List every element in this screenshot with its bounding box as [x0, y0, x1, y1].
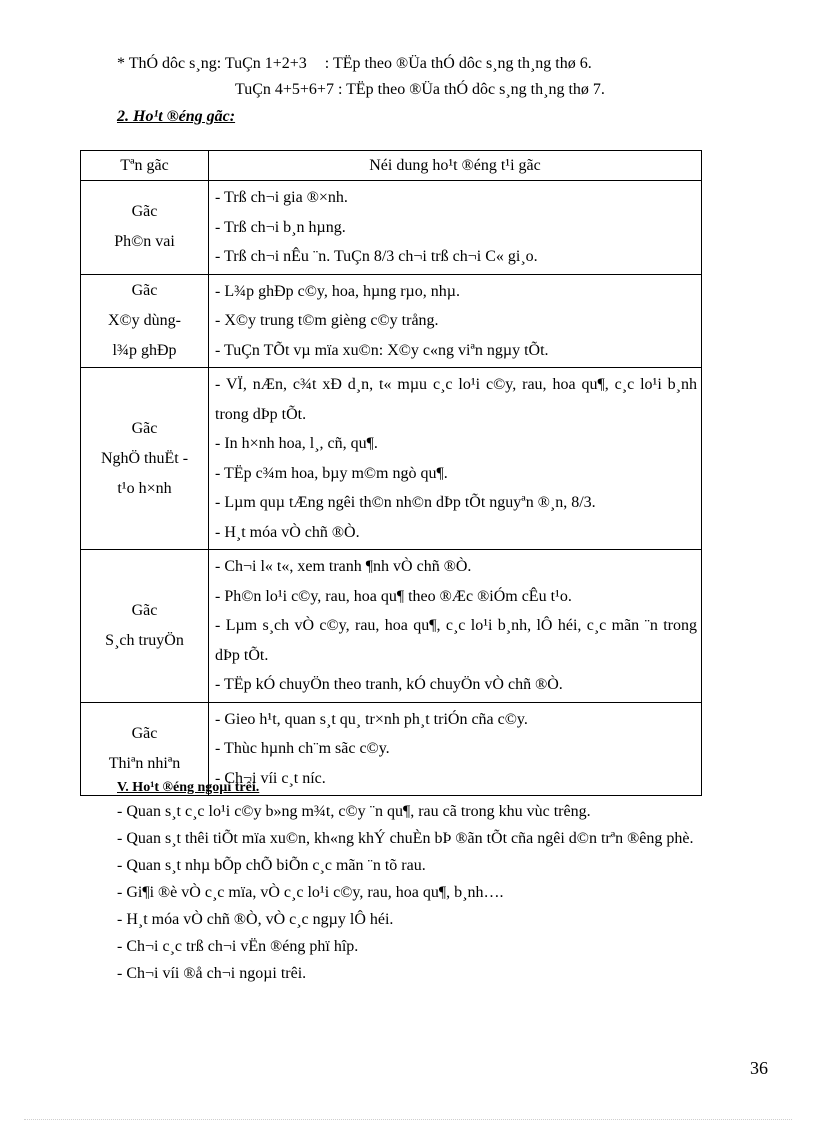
corner-name-line: Ph©n vai — [114, 233, 175, 251]
content-item: - Lµm s¸ch vÒ c©y, rau, hoa qu¶, c¸c lo¹i b¸nh, lÔ héi, c¸c mãn ¨n trong dÞp tÕt. — [215, 617, 697, 664]
table-row — [81, 274, 702, 368]
table-row — [81, 368, 702, 550]
content-item: - Ph©n lo¹i c©y, rau, hoa qu¶ theo ®Æc ®iÓm cÊu t¹o. — [215, 587, 572, 605]
schedule-exercise-6: : TËp theo ®Üa thÓ dôc s¸ng th¸ng thø 6. — [324, 55, 592, 72]
section-5-title: V. Ho¹t ®éng ngoµi trêi. — [117, 780, 260, 795]
content-item: - Lµm quµ tÆng ngêi th©n nh©n dÞp tÕt nguyªn ®¸n, 8/3. — [215, 494, 596, 511]
content-item: - Trß ch¬i b¸n hµng. — [215, 218, 346, 236]
schedule-line-1 — [117, 54, 592, 74]
outdoor-paragraph: - Ch¬i víi ®å ch¬i ngoµi trêi. — [117, 965, 307, 982]
outdoor-activities — [80, 798, 768, 987]
activity-corners-table — [80, 150, 702, 796]
page-bottom-divider — [24, 1119, 792, 1120]
corner-name-cell — [81, 274, 209, 368]
outdoor-paragraph: - Quan s¸t nhµ bÕp chÕ biÕn c¸c mãn ¨n tõ rau. — [117, 857, 426, 874]
content-item: - X©y trung t©m gièng c©y trång. — [215, 312, 439, 329]
outdoor-paragraph: - Quan s¸t thêi tiÕt mïa xu©n, kh«ng khÝ chuÈn bÞ ®ãn tÕt cña ngêi d©n trªn ®êng phè. — [117, 830, 694, 847]
content-item: - Trß ch¬i nÊu ¨n. TuÇn 8/3 ch¬i trß ch¬i C« gi¸o. — [215, 248, 538, 265]
schedule-weeks-1-3: * ThÓ dôc s¸ng: TuÇn 1+2+3 — [117, 55, 307, 72]
table-row — [81, 550, 702, 703]
corner-name-line: Gãc — [131, 601, 158, 619]
corner-content-cell — [209, 550, 702, 703]
outdoor-paragraph: - H¸t móa vÒ chñ ®Ò, vÒ c¸c ngµy lÔ héi. — [117, 911, 394, 928]
corner-name-line: X©y dùng- — [107, 311, 182, 329]
page-number: 36 — [750, 1058, 768, 1078]
corner-name-line: Gãc — [131, 203, 158, 221]
corner-content-cell — [209, 274, 702, 368]
content-item: - Gieo h¹t, quan s¸t qu¸ tr×nh ph¸t triÓn cña c©y. — [215, 710, 528, 728]
content-item: - Ch¬i víi c¸t níc. — [215, 769, 326, 787]
content-item: - Trß ch¬i gia ®×nh. — [215, 189, 348, 206]
content-item: - In h×nh hoa, l¸, cñ, qu¶. — [215, 435, 378, 452]
outdoor-paragraph: - Gi¶i ®è vÒ c¸c mïa, vÒ c¸c lo¹i c©y, rau, hoa qu¶, b¸nh…. — [117, 884, 504, 901]
column-header-corner-name: Tªn gãc — [81, 151, 209, 181]
corner-name-line: Thiªn nhiªn — [108, 754, 181, 772]
corner-name-cell — [81, 181, 209, 275]
corner-name-line: Gãc — [131, 281, 158, 299]
content-item: - Thùc hµnh ch¨m sãc c©y. — [215, 740, 390, 757]
corner-name-line: l¾p ghÐp — [112, 341, 177, 359]
column-header-content: Néi dung ho¹t ®éng t¹i gãc — [209, 151, 702, 181]
corner-content-cell — [209, 181, 702, 275]
content-item: - L¾p ghÐp c©y, hoa, hµng rµo, nhµ. — [215, 282, 460, 300]
outdoor-paragraph: - Quan s¸t c¸c lo¹i c©y b»ng m¾t, c©y ¨n qu¶, rau cã trong khu vùc trêng. — [117, 803, 591, 820]
content-item: - TËp kÓ chuyÖn theo tranh, kÓ chuyÖn vÒ chñ ®Ò. — [215, 676, 563, 693]
corner-name-line: NghÖ thuËt - — [100, 449, 189, 467]
corner-name-line: t¹o h×nh — [117, 479, 172, 497]
content-item: - TuÇn TÕt vµ mïa xu©n: X©y c«ng viªn ngµy tÕt. — [215, 341, 549, 359]
corner-content-cell — [209, 702, 702, 796]
corner-name-line: S¸ch truyÖn — [105, 631, 184, 649]
corner-content-cell — [209, 368, 702, 550]
content-item: - H¸t móa vÒ chñ ®Ò. — [215, 523, 360, 541]
corner-name-line: Gãc — [131, 419, 158, 437]
section-2-title: 2. Ho¹t ®éng gãc: — [117, 108, 236, 125]
outdoor-paragraph: - Ch¬i c¸c trß ch¬i vËn ®éng phï hîp. — [117, 938, 359, 955]
schedule-line-2: TuÇn 4+5+6+7 : TËp theo ®Üa thÓ dôc s¸ng th¸ng thø 7. — [235, 81, 605, 98]
corner-name-cell — [81, 368, 209, 550]
table-header-row — [81, 151, 702, 181]
content-item: - Ch¬i l« t«, xem tranh ¶nh vÒ chñ ®Ò. — [215, 558, 472, 575]
corner-name-cell — [81, 550, 209, 703]
corner-name-line: Gãc — [131, 724, 158, 742]
content-item: - TËp c¾m hoa, bµy m©m ngò qu¶. — [215, 464, 448, 482]
table-row — [81, 181, 702, 275]
content-item: - VÏ, nÆn, c¾t xÐ d¸n, t« mµu c¸c lo¹i c©y, rau, hoa qu¶, c¸c lo¹i b¸nh trong dÞp tÕt. — [215, 376, 697, 423]
